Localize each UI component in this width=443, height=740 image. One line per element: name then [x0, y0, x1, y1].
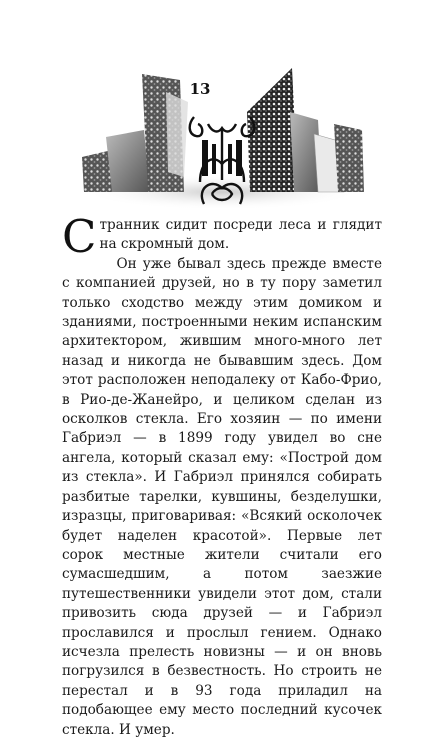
drop-cap: С	[62, 210, 97, 263]
first-paragraph	[62, 210, 382, 263]
first-paragraph-text: транник сидит посреди леса и глядит на скромный дом.	[99, 217, 382, 253]
second-paragraph: Он уже бывал здесь прежде вместе с компанией друзей, но в ту пору заметил только сходство между этим домиком и зданиями, построенными неким испанским архитектором, жившим много-много лет назад и никогда не бывавшим здесь. Дом этот расположен неподалеку от Кабо-Фрио, в Рио-де-Жанейро, и целиком сделан из осколков стекла. Его хозяин — по имени Габриэл — в 1899 году увидел во сне ангела, который сказал ему: «Построй дом из стекла». И Габриэл принялся собирать разбитые тарелки, кувшины, безделушки, изразцы, приговаривая: «Всякий осколочек будет наделен красотой». Первые лет сорок местные жители считали его сумасшедшим, а потом заезжие путешественники увидели этот дом, стали привозить сюда друзей — и Габриэл прославился и прослыл гением. Однако исчезла прелесть новизны — и он вновь погрузился в безвестность. Но строить не перестал и в 93 года приладил на подобающее ему место последний кусочек стекла. И умер.	[62, 255, 382, 738]
chapter-number: 13	[189, 80, 211, 98]
body-text	[62, 210, 382, 740]
chapter-ornament	[72, 62, 372, 212]
